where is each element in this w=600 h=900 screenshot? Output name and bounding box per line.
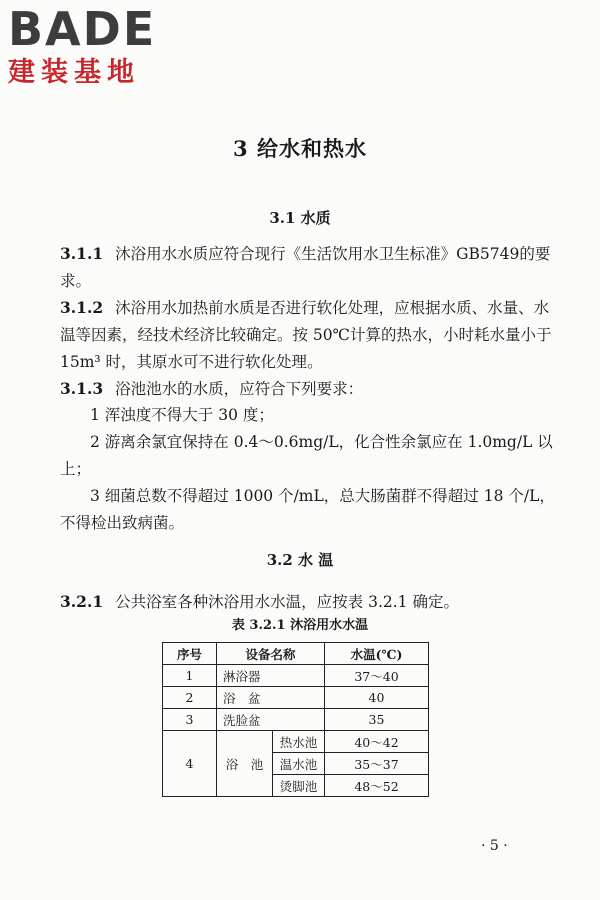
cell-equipment: 浴 盆 xyxy=(217,687,325,709)
clause-text: 公共浴室各种沐浴用水水温，应按表 3.2.1 确定。 xyxy=(115,593,459,611)
cell-sub-equipment: 烫脚池 xyxy=(273,775,325,797)
clause-3-2-1 xyxy=(60,588,555,616)
cell-num: 2 xyxy=(163,687,217,709)
requirement-1: 1 浑浊度不得大于 30 度； xyxy=(90,406,274,424)
table-header-row xyxy=(163,643,429,665)
requirement-3: 3 细菌总数不得超过 1000 个/mL，总大肠菌群不得超过 18 个/L，不得检出致病菌。 xyxy=(60,487,555,532)
logo-brand: BADE xyxy=(8,2,157,56)
cell-temp: 35～37 xyxy=(325,753,429,775)
section-title-3-1: 3.1 水质 xyxy=(269,209,331,227)
cell-temp: 40～42 xyxy=(325,731,429,753)
clause-3-1-2 xyxy=(60,294,555,376)
clause-3-1-1 xyxy=(60,240,555,295)
clause-text: 沐浴用水水质应符合现行《生活饮用水卫生标准》GB5749的要求。 xyxy=(60,245,551,290)
cell-equipment: 淋浴器 xyxy=(217,665,325,687)
header-num: 序号 xyxy=(163,643,217,665)
clause-text: 沐浴用水加热前水质是否进行软化处理，应根据水质、水量、水温等因素，经技术经济比较确定。按 50℃计算的热水，小时耗水量小于 15m³ 时，其原水可不进行软化处理。 xyxy=(60,299,552,371)
clause-number: 3.2.1 xyxy=(60,592,104,611)
requirement-2: 2 游离余氯宜保持在 0.4～0.6mg/L，化合性余氯应在 1.0mg/L 以上； xyxy=(60,433,553,478)
cell-num: 4 xyxy=(163,731,217,797)
clause-number: 3.1.3 xyxy=(60,379,104,398)
cell-sub-equipment: 热水池 xyxy=(273,731,325,753)
logo-subtitle: 建装基地 xyxy=(8,57,140,88)
cell-num: 3 xyxy=(163,709,217,731)
chapter-title: 3 给水和热水 xyxy=(233,136,367,161)
cell-equipment: 浴 池 xyxy=(217,731,273,797)
water-temperature-table xyxy=(162,642,429,797)
cell-temp: 40 xyxy=(325,687,429,709)
clause-3-1-3 xyxy=(60,375,555,403)
cell-num: 1 xyxy=(163,665,217,687)
clause-text: 浴池池水的水质，应符合下列要求： xyxy=(115,380,364,398)
header-temp: 水温(℃) xyxy=(325,643,429,665)
clause-number: 3.1.1 xyxy=(60,244,104,263)
table-caption: 表 3.2.1 沐浴用水水温 xyxy=(231,618,369,633)
cell-sub-equipment: 温水池 xyxy=(273,753,325,775)
page-number: · 5 · xyxy=(481,838,508,854)
table-row xyxy=(163,709,429,731)
cell-equipment: 洗脸盆 xyxy=(217,709,325,731)
cell-temp: 35 xyxy=(325,709,429,731)
cell-temp: 37～40 xyxy=(325,665,429,687)
logo xyxy=(8,2,178,88)
clause-number: 3.1.2 xyxy=(60,298,104,317)
table-row xyxy=(163,731,429,753)
table-row xyxy=(163,687,429,709)
cell-temp: 48～52 xyxy=(325,775,429,797)
header-equipment: 设备名称 xyxy=(217,643,325,665)
section-title-3-2: 3.2 水 温 xyxy=(266,551,334,569)
table-row xyxy=(163,665,429,687)
